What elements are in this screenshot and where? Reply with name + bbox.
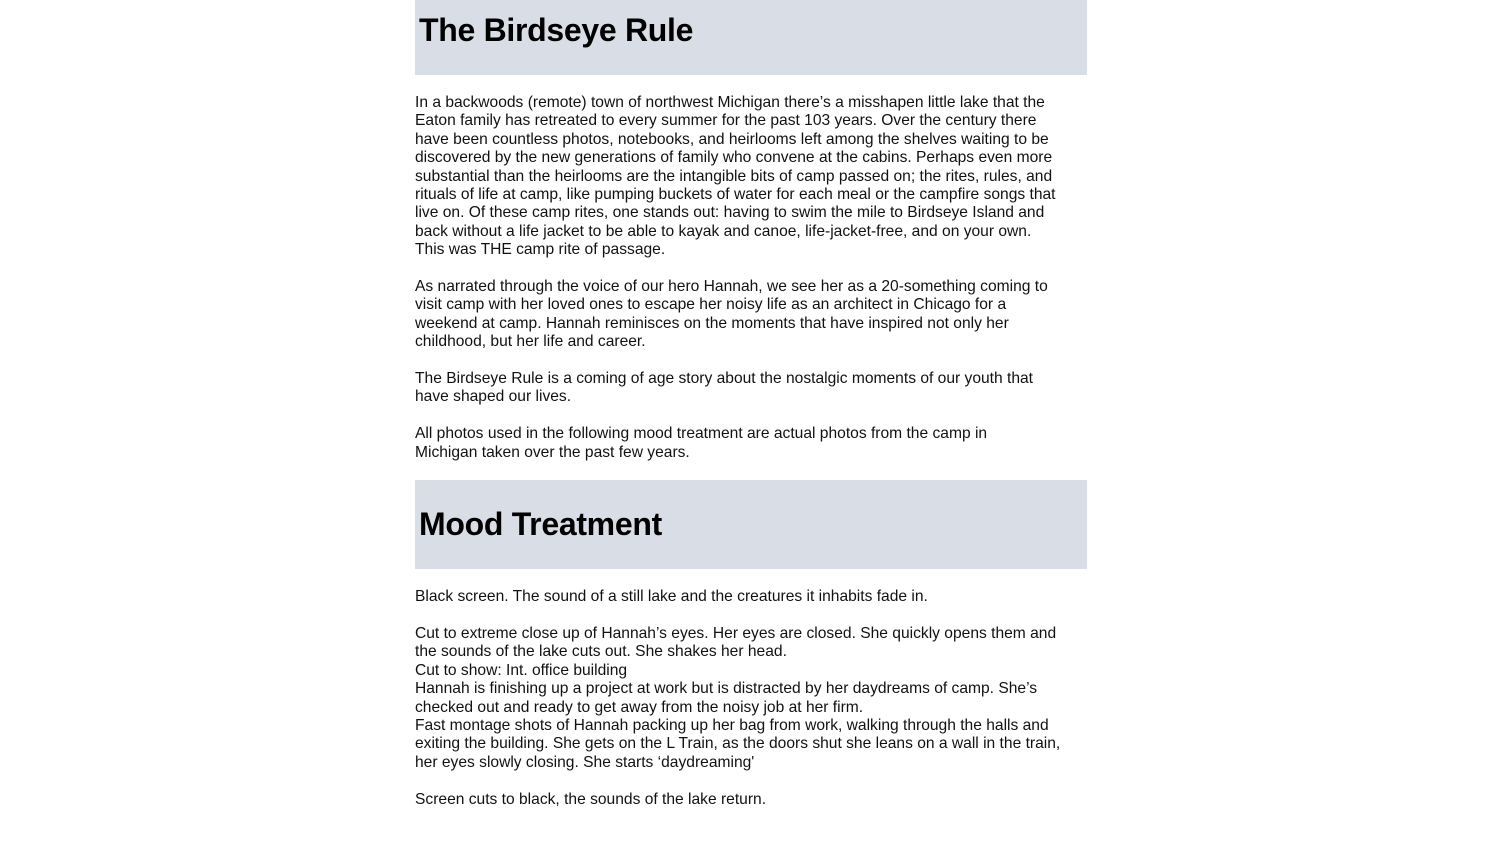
- section-title: The Birdseye Rule: [419, 12, 694, 48]
- paragraph: [415, 588, 1087, 606]
- section-title: Mood Treatment: [419, 506, 662, 543]
- text-line: back without a life jacket to be able to kayak and canoe, life-jacket-free, and on your own.: [415, 222, 1032, 240]
- text-line: weekend at camp. Hannah reminisces on the moments that have inspired not only her: [415, 314, 1009, 332]
- text-line: In a backwoods (remote) town of northwest Michigan there’s a misshapen little lake that the: [415, 94, 1045, 111]
- text-line: Fast montage shots of Hannah packing up her bag from work, walking through the halls and: [415, 716, 1049, 734]
- section-header-mood-treatment: [415, 480, 1087, 569]
- text-line: Cut to extreme close up of Hannah’s eyes. Her eyes are closed. She quickly opens them and: [415, 624, 1057, 642]
- text-line: rituals of life at camp, like pumping buckets of water for each meal or the campfire songs that: [415, 186, 1056, 204]
- text-line: have shaped our lives.: [415, 388, 572, 406]
- text-line: have been countless photos, notebooks, and heirlooms left among the shelves waiting to be: [415, 130, 1049, 148]
- text-line: This was THE camp rite of passage.: [415, 241, 666, 259]
- text-line: her eyes slowly closing. She starts ‘daydreaming': [415, 753, 755, 771]
- text-line: Hannah is finishing up a project at work but is distracted by her daydreams of camp. She’s: [415, 680, 1038, 698]
- text-line: substantial than the heirlooms are the intangible bits of camp passed on; the rites, rules, and: [415, 167, 1053, 185]
- text-line: discovered by the new generations of family who convene at the cabins. Perhaps even more: [415, 149, 1053, 167]
- text-line: visit camp with her loved ones to escape her noisy life as an architect in Chicago for a: [415, 296, 1007, 314]
- paragraph: [415, 425, 1087, 462]
- paragraph: [415, 94, 1087, 260]
- section-body-birdseye-rule: [415, 94, 1087, 462]
- paragraph: [415, 278, 1087, 352]
- section-body-mood-treatment: [415, 588, 1087, 809]
- text-line: checked out and ready to get away from the noisy job at her firm.: [415, 698, 864, 716]
- text-line: Cut to show: Int. office building: [415, 661, 628, 679]
- text-line: the sounds of the lake cuts out. She shakes her head.: [415, 643, 787, 661]
- text-line: exiting the building. She gets on the L Train, as the doors shut she leans on a wall in the train,: [415, 735, 1061, 753]
- paragraph: [415, 791, 1087, 809]
- text-line: All photos used in the following mood treatment are actual photos from the camp in: [415, 425, 988, 443]
- text-line: As narrated through the voice of our hero Hannah, we see her as a 20-something coming to: [415, 278, 1048, 296]
- text-line: The Birdseye Rule is a coming of age story about the nostalgic moments of our youth that: [415, 370, 1034, 388]
- document-page: [415, 0, 1087, 809]
- section-header-birdseye-rule: [415, 0, 1087, 75]
- paragraph: [415, 370, 1087, 407]
- text-line: Eaton family has retreated to every summer for the past 103 years. Over the century there: [415, 112, 1037, 130]
- text-line: Screen cuts to black, the sounds of the lake return.: [415, 790, 767, 808]
- paragraph: [415, 625, 1087, 772]
- text-line: live on. Of these camp rites, one stands out: having to swim the mile to Birdseye Island and: [415, 204, 1045, 222]
- text-line: Michigan taken over the past few years.: [415, 443, 690, 461]
- text-line: childhood, but her life and career.: [415, 333, 646, 351]
- text-line: Black screen. The sound of a still lake and the creatures it inhabits fade in.: [415, 588, 928, 606]
